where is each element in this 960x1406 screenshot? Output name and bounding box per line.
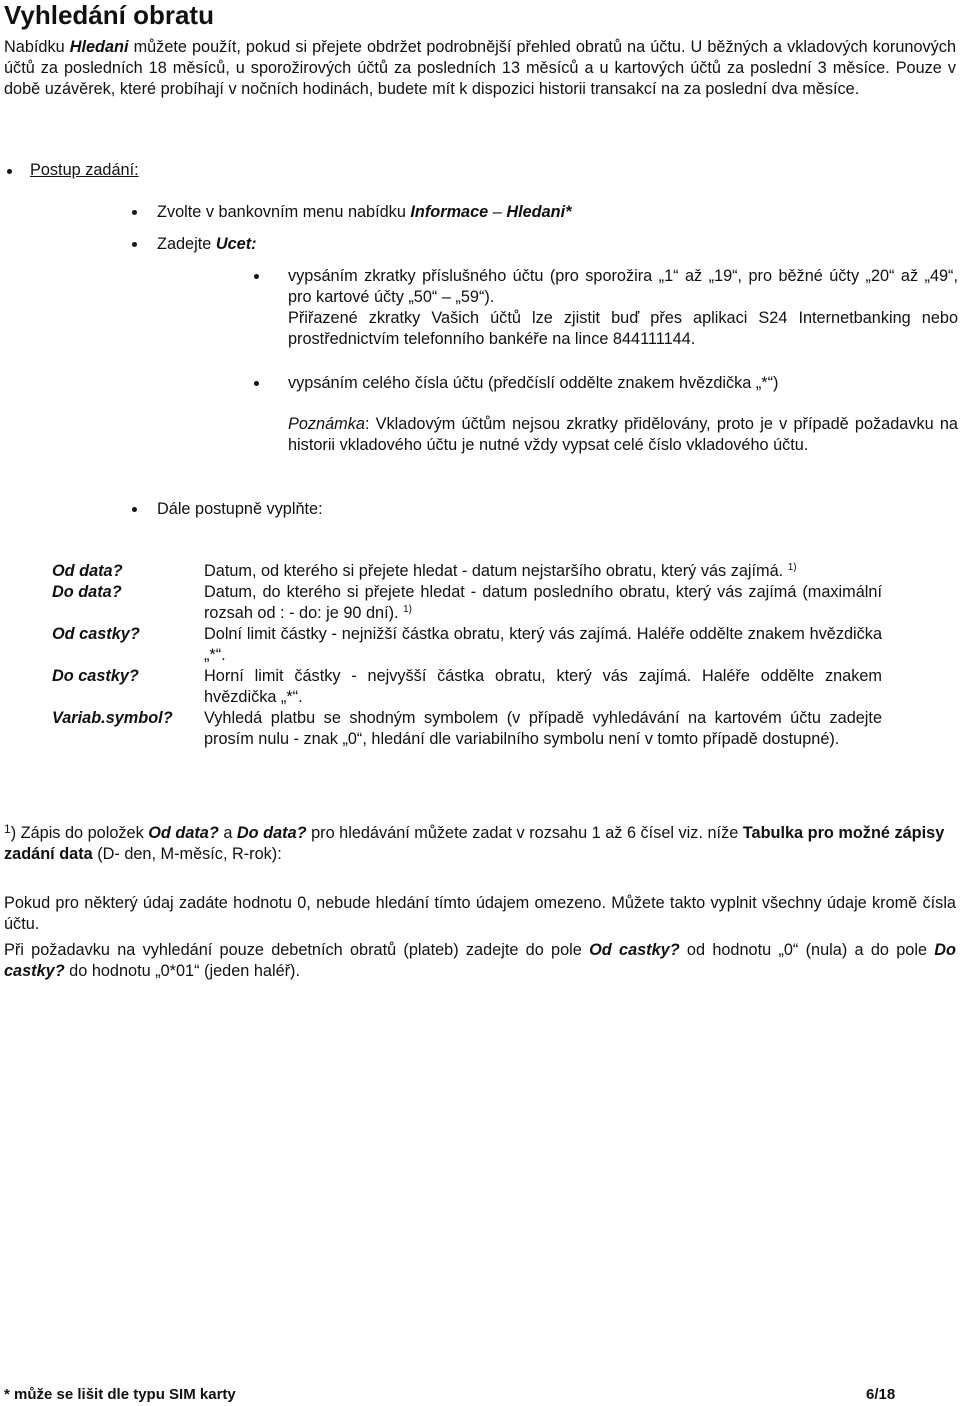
footnote-ref: 1) (787, 562, 797, 573)
step-item-fill: Dále postupně vyplňte: (157, 500, 323, 518)
field-description-text: Dolní limit částky - nejnižší částka obratu, který vás zajímá. Haléře oddělte znakem hvězdička „*“. (204, 625, 882, 664)
intro-paragraph (4, 37, 956, 100)
footnote-text: (D- den, M-měsíc, R-rok): (92, 845, 282, 863)
field-description (204, 666, 882, 708)
menu-name-hledani: Hledani (69, 38, 129, 56)
field-description-text: Vyhledá platbu se shodným symbolem (v případě vyhledávání na kartovém účtu zadejte prosím nulu - znak „0“, hledání dle variabilního symbolu není v tomto případě dostupné). (204, 709, 882, 748)
field-row (52, 666, 882, 708)
step-text: Zvolte v bankovním menu nabídku (157, 203, 411, 221)
footnote-text: a (218, 824, 237, 842)
field-od-data: Od data? (148, 824, 219, 842)
field-description-text: Datum, od kterého si přejete hledat - datum nejstaršího obratu, který vás zajímá. (204, 562, 788, 580)
debit-text: od hodnotu „0“ (nula) a do pole (679, 941, 935, 959)
sub-item-full-number: vypsáním celého čísla účtu (předčíslí oddělte znakem hvězdička „*“) (288, 374, 779, 392)
bullet-icon (132, 507, 137, 512)
menu-informace: Informace (410, 203, 489, 221)
footer-note: * může se lišit dle typu SIM karty (4, 1386, 236, 1403)
field-key: Od castky? (52, 625, 140, 643)
field-ucet: Ucet: (215, 235, 257, 253)
steps-heading: Postup zadání: (30, 161, 139, 179)
bullet-icon (254, 381, 259, 386)
field-description (204, 708, 882, 750)
footnote (4, 819, 956, 865)
field-definitions-table (52, 561, 882, 750)
field-description (204, 561, 882, 582)
field-row (52, 582, 882, 624)
note-label: Poznámka (288, 415, 365, 433)
footnote-number: 1 (4, 822, 11, 836)
field-key: Variab.symbol? (52, 709, 173, 727)
field-row (52, 708, 882, 750)
note-text: : Vkladovým účtům nejsou zkratky přidělovány, proto je v případě požadavku na historii vkladového účtu je nutné vždy vypsat celé číslo vkladového účtu. (288, 415, 958, 454)
field-key: Do data? (52, 583, 122, 601)
field-description (204, 582, 882, 624)
field-description (204, 624, 882, 666)
page-title: Vyhledání obratu (4, 0, 214, 30)
debit-paragraph (4, 940, 956, 982)
note (288, 414, 958, 456)
field-key: Od data? (52, 562, 123, 580)
bullet-icon (7, 169, 12, 174)
field-key: Do castky? (52, 667, 139, 685)
footnote-ref: 1) (403, 604, 413, 615)
field-do-castky: Do castky? (4, 941, 956, 980)
dash: – (488, 203, 507, 221)
field-row (52, 624, 882, 666)
field-row (52, 561, 882, 582)
page-number: 6/18 (866, 1386, 896, 1403)
bullet-icon (132, 242, 137, 247)
footnote-text: pro hledávání můžete zadat v rozsahu 1 až 6 čísel viz. níže (306, 824, 743, 842)
intro-text: Nabídku (4, 38, 70, 56)
bullet-icon (254, 274, 259, 279)
field-description-text: Horní limit částky - nejvyšší částka obratu, který vás zajímá. Haléře oddělte znakem hvězdička „*“. (204, 667, 882, 706)
sub-item-shortcut (288, 266, 958, 350)
debit-text: do hodnotu „0*01“ (jeden haléř). (64, 962, 300, 980)
shortcut-text: vypsáním zkratky příslušného účtu (pro sporožira „1“ až „19“, pro běžné účty „20“ až „49“, pro kartové účty „50“ – „59“). (288, 267, 958, 306)
step-text: Zadejte (157, 235, 216, 253)
footnote-text: ) Zápis do položek (10, 824, 149, 842)
menu-hledani: Hledani* (506, 203, 572, 221)
field-description-text: Datum, do kterého si přejete hledat - datum posledního obratu, který vás zajímá (maximální rozsah od : - do: je 90 dní). (204, 583, 882, 622)
zero-value-paragraph: Pokud pro některý údaj zadáte hodnotu 0, nebude hledání tímto údajem omezeno. Můžete takto vyplnit všechny údaje kromě čísla účtu. (4, 894, 956, 933)
field-do-data: Do data? (236, 824, 307, 842)
bullet-icon (132, 210, 137, 215)
step-item-account (157, 234, 257, 255)
intro-text-rest: můžete použít, pokud si přejete obdržet podrobnější přehled obratů na účtu. U běžných a vkladových korunových účtů za posledních 18 měsíců, u sporožirových účtů za posledních 13 měsíců a u kartových účtů za poslední 3 měsíce. Pouze v době uzávěrek, které probíhají v nočních hodinách, budete mít k dispozici historii transakcí na za poslední dva měsíce. (4, 38, 956, 98)
field-od-castky: Od castky? (589, 941, 680, 959)
table-reference: Tabulka pro možné zápisy zadání data (4, 824, 945, 863)
step-item-menu (157, 202, 572, 223)
shortcut-info: Přiřazené zkratky Vašich účtů lze zjistit buď přes aplikaci S24 Internetbanking nebo prostřednictvím telefonního bankéře na lince 844111144. (288, 309, 958, 348)
debit-text: Při požadavku na vyhledání pouze debetních obratů (plateb) zadejte do pole (4, 941, 590, 959)
